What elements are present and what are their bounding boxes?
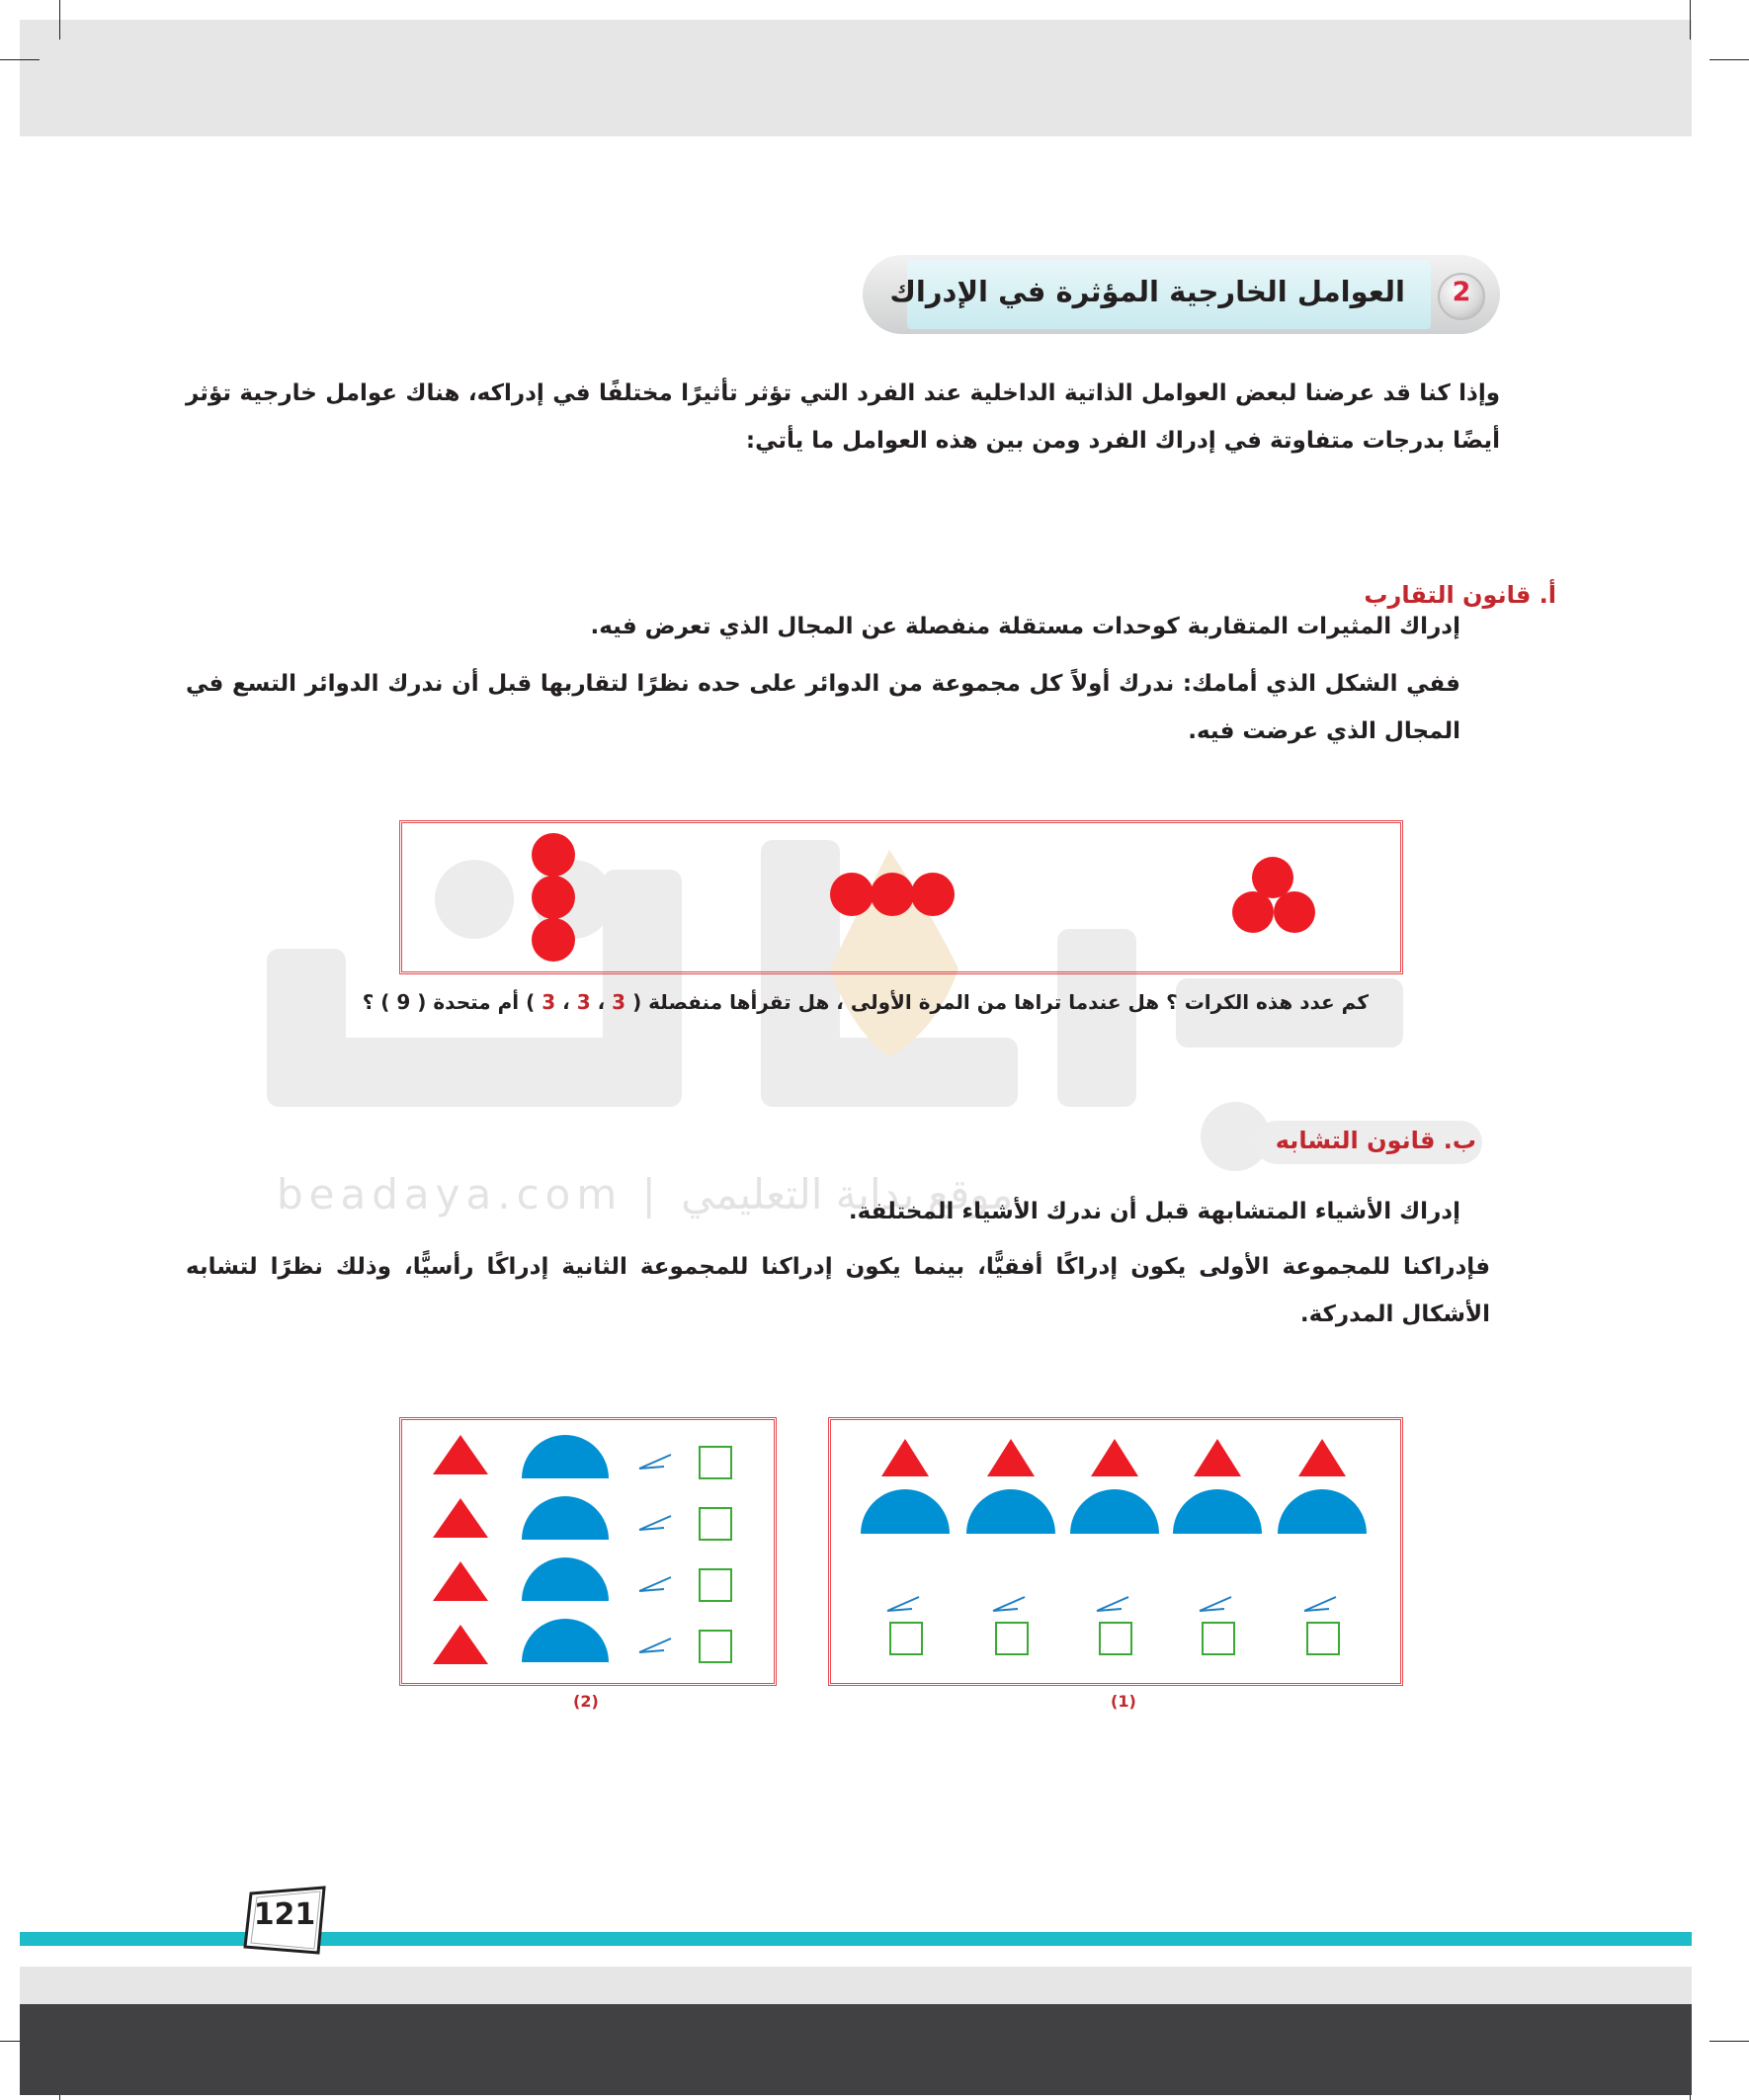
triangle: [987, 1439, 1035, 1476]
watermark-text: beadaya.com | موقع بداية التعليمي: [277, 1170, 1014, 1218]
crop-mark: [1709, 59, 1749, 60]
semicircle: [522, 1496, 609, 1540]
circle-triangle-3: [1274, 891, 1315, 933]
check-mark: [1304, 1597, 1336, 1611]
square: [700, 1447, 731, 1478]
triangle: [433, 1625, 488, 1664]
crop-mark: [59, 0, 60, 40]
question-separator-2: ،: [562, 990, 570, 1014]
circle-triangle-2: [1232, 891, 1274, 933]
semicircle: [1173, 1489, 1262, 1534]
figure-1-label: (1): [1111, 1692, 1136, 1711]
crop-mark: [1690, 0, 1691, 40]
proximity-question: [363, 990, 1369, 1014]
proximity-figure: [399, 820, 1403, 974]
semicircle: [522, 1557, 609, 1601]
circle-horizontal-1: [830, 873, 874, 916]
footer-dark-band: [20, 2004, 1692, 2095]
question-number-1: 3: [612, 990, 626, 1014]
square: [1307, 1623, 1339, 1654]
section-a-explanation: ففي الشكل الذي أمامك: ندرك أولاً كل مجموعة من الدوائر على حده نظرًا لتقاربها قبل أن ندرك الدوائر التسع في المجال الذي عرضت فيه.: [186, 671, 1460, 744]
check-mark: [639, 1516, 671, 1530]
section-b-explanation: فإدراكنا للمجموعة الأولى يكون إدراكًا أفقيًّا، بينما يكون إدراكنا للمجموعة الثانية إدراكًا رأسيًّا، وذلك نظرًا لتشابه الأشكال المدركة.: [186, 1254, 1490, 1327]
triangle: [1091, 1439, 1138, 1476]
check-mark: [639, 1577, 671, 1591]
check-mark: [993, 1597, 1025, 1611]
semicircle: [522, 1619, 609, 1662]
triangle: [433, 1435, 488, 1474]
similarity-figure-2: [399, 1417, 777, 1686]
section-number-badge: [1438, 273, 1485, 320]
section-b-definition: إدراك الأشياء المتشابهة قبل أن ندرك الأشياء المختلفة.: [848, 1199, 1460, 1224]
triangle: [1194, 1439, 1241, 1476]
semicircle: [1278, 1489, 1367, 1534]
triangle: [881, 1439, 929, 1476]
circle-vertical-2: [532, 876, 575, 919]
section-heading: العوامل الخارجية المؤثرة في الإدراك: [889, 275, 1405, 308]
question-number-3: 3: [541, 990, 556, 1014]
crop-mark: [1709, 2041, 1749, 2042]
similarity-figure-1: [828, 1417, 1403, 1686]
check-mark: [639, 1638, 671, 1652]
check-mark: [1097, 1597, 1128, 1611]
crop-mark: [0, 59, 40, 60]
check-mark: [639, 1455, 671, 1469]
intro-paragraph: وإذا كنا قد عرضنا لبعض العوامل الذاتية الداخلية عند الفرد التي تؤثر تأثيرًا مختلفًا في إدراكه، هناك عوامل خارجية تؤثر أيضًا بدرجات متفاوتة في إدراك الفرد ومن بين هذه العوامل ما يأتي:: [186, 380, 1500, 454]
question-part2: ) أم متحدة ( 9 ) ؟: [362, 990, 536, 1014]
semicircle: [522, 1435, 609, 1478]
circle-vertical-3: [532, 918, 575, 962]
square: [700, 1569, 731, 1601]
semicircle: [1070, 1489, 1159, 1534]
circle-horizontal-3: [911, 873, 955, 916]
triangle: [1298, 1439, 1346, 1476]
top-band: [20, 20, 1692, 136]
section-b-title: ب. قانون التشابه: [1275, 1127, 1476, 1154]
square: [1203, 1623, 1234, 1654]
page-number: 121: [253, 1897, 316, 1932]
square: [890, 1623, 922, 1654]
figure-2-label: (2): [573, 1692, 599, 1711]
question-separator-1: ،: [597, 990, 606, 1014]
triangle: [433, 1561, 488, 1601]
semicircle: [861, 1489, 950, 1534]
square: [1100, 1623, 1131, 1654]
semicircle: [966, 1489, 1055, 1534]
check-mark: [887, 1597, 919, 1611]
triangle: [433, 1498, 488, 1538]
square: [996, 1623, 1028, 1654]
circle-vertical-1: [532, 833, 575, 877]
section-number: 2: [1452, 277, 1471, 307]
question-number-2: 3: [576, 990, 591, 1014]
circle-horizontal-2: [871, 873, 914, 916]
section-a-definition: إدراك المثيرات المتقاربة كوحدات مستقلة منفصلة عن المجال الذي تعرض فيه.: [590, 614, 1460, 639]
question-part1: كم عدد هذه الكرات ؟ هل عندما تراها من المرة الأولى ، هل تقرأها منفصلة (: [632, 990, 1369, 1014]
section-a-title: أ. قانون التقارب: [1364, 581, 1556, 609]
square: [700, 1631, 731, 1662]
check-mark: [1200, 1597, 1231, 1611]
square: [700, 1508, 731, 1540]
